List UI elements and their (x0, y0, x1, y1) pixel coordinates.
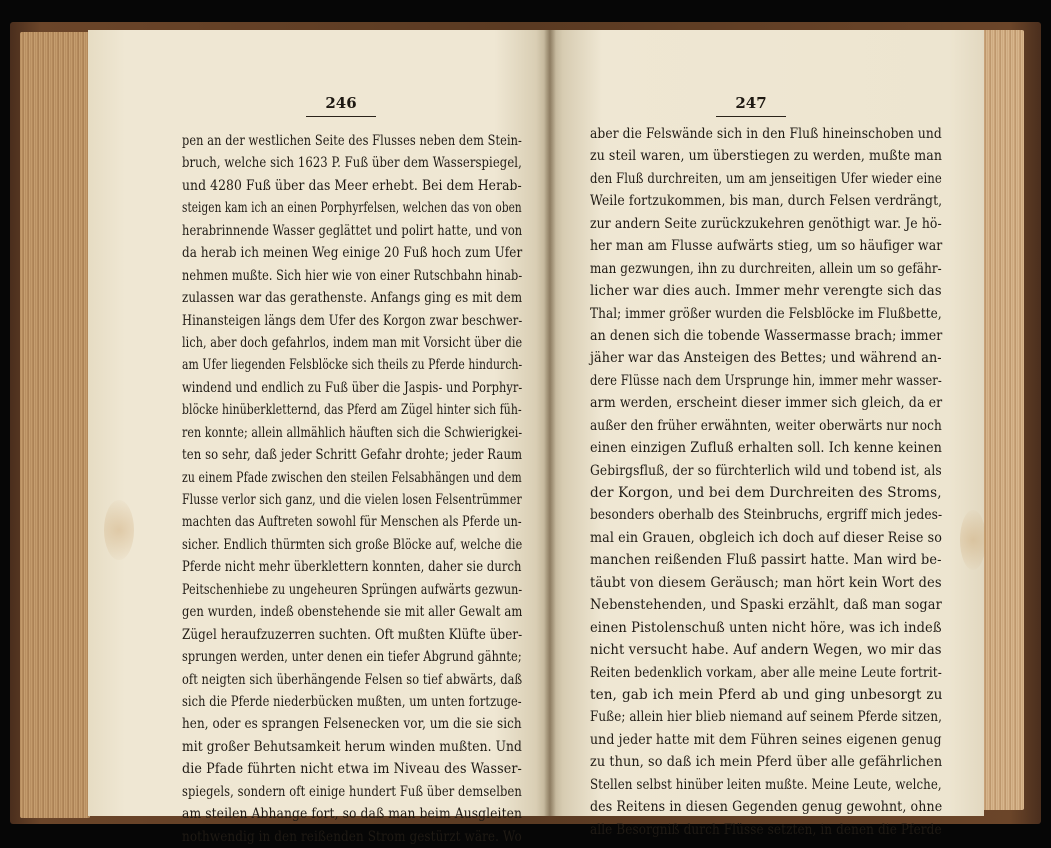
left-page-edges (20, 32, 90, 818)
text-line: steigen kam ich an einen Porphyrfelsen, welchen das von oben (182, 200, 522, 217)
text-line: manchen reißenden Fluß passirt hatte. Man wird be- (590, 552, 942, 569)
text-line: licher war dies auch. Immer mehr verengte sich das (590, 283, 942, 300)
text-line: einen Pistolenschuß unten nicht höre, was ich indeß (590, 619, 942, 636)
text-line: dere Flüsse nach dem Ursprunge hin, immer mehr wasser- (590, 372, 942, 389)
text-line: Weile fortzukommen, bis man, durch Felsen verdrängt, (590, 193, 943, 210)
text-line: mal ein Grauen, obgleich ich doch auf dieser Reise so (590, 529, 942, 546)
text-line: nicht versucht habe. Auf andern Wegen, wo mir das (590, 642, 942, 659)
text-line: am Ufer liegenden Felsblöcke sich theils zu Pferde hindurch- (182, 357, 523, 374)
text-line: und 4280 Fuß über das Meer erhebt. Bei dem Herab- (182, 177, 522, 194)
text-line: zu thun, so daß ich mein Pferd über alle gefährlichen (590, 754, 943, 771)
text-line: Fuße; allein hier blieb niemand auf seinem Pferde sitzen, (590, 709, 942, 726)
text-line: da herab ich meinen Weg einige 20 Fuß hoch zum Ufer (182, 245, 523, 262)
text-line: Reiten bedenklich vorkam, aber alle meine Leute fortrit- (590, 664, 942, 681)
text-line: oft neigten sich überhängende Felsen so tief abwärts, daß (182, 671, 523, 688)
text-line: Flusse verlor sich ganz, und die vielen losen Felsentrümmer (182, 492, 522, 508)
text-line: ten so sehr, daß jeder Schritt Gefahr drohte; jeder Raum (182, 447, 523, 464)
text-line: Peitschenhiebe zu ungeheuren Sprüngen aufwärts gezwun- (182, 581, 523, 598)
text-line: spiegels, sondern oft einige hundert Fuß über demselben (182, 783, 522, 800)
text-line: am steilen Abhange fort, so daß man beim Ausgleiten (182, 806, 523, 823)
text-line: zu steil waren, um überstiegen zu werden, mußte man (590, 148, 943, 165)
open-book (10, 22, 1041, 845)
paper-stain (960, 510, 986, 570)
text-line: Stellen selbst hinüber leiten mußte. Meine Leute, welche, (590, 776, 942, 793)
text-line: Nebenstehenden, und Spaski erzählt, daß man sogar (590, 597, 942, 614)
text-line: Pferde nicht mehr überklettern konnten, daher sie durch (182, 559, 522, 576)
text-line: außer den früher erwähnten, weiter oberwärts nur noch (590, 417, 942, 434)
text-line: Gebirgsfluß, der so fürchterlich wild und tobend ist, als (590, 462, 942, 479)
left-page-number: 246 (306, 94, 376, 117)
left-page-text (182, 130, 522, 848)
text-line: sich die Pferde niederbücken mußten, um unten fortzuge- (182, 693, 522, 710)
left-page (88, 30, 550, 845)
text-line: der Korgon, und bei dem Durchreiten des Stroms, (590, 485, 942, 501)
text-line: blöcke hinüberkletternd, das Pferd am Zügel hinter sich füh- (182, 402, 522, 419)
text-line: windend und endlich zu Fuß über die Jaspis- und Porphyr- (182, 379, 523, 396)
book-gutter (544, 30, 556, 816)
text-line: zulassen war das gerathenste. Anfangs ging es mit dem (182, 290, 523, 307)
text-line: herabrinnende Wasser geglättet und polirt hatte, und von (182, 222, 523, 239)
text-line: und jeder hatte mit dem Führen seines eigenen genug (590, 731, 942, 748)
text-line: sicher. Endlich thürmten sich große Blöcke auf, welche die (182, 536, 523, 553)
text-line: nehmen mußte. Sich hier wie von einer Rutschbahn hinab- (182, 267, 523, 284)
text-line: alle Besorgniß durch Flüsse setzten, in denen die Pferde (590, 821, 942, 838)
right-page (550, 30, 984, 838)
text-line: arm werden, erscheint dieser immer sich gleich, da er (590, 395, 943, 412)
text-line: her man am Flusse aufwärts stieg, um so häufiger war (590, 238, 943, 255)
text-line: nothwendig in den reißenden Strom gestürzt wäre. Wo (182, 828, 522, 845)
text-line: zu einem Pfade zwischen den steilen Felsabhängen und dem (182, 469, 522, 486)
text-line: jäher war das Ansteigen des Bettes; und während an- (590, 350, 942, 367)
text-line: Hinansteigen längs dem Ufer des Korgon zwar beschwer- (182, 312, 523, 329)
text-line: Thal; immer größer wurden die Felsblöcke im Flußbette, (590, 305, 942, 322)
text-line: besonders oberhalb des Steinbruchs, ergriff mich jedes- (590, 507, 943, 524)
text-line: mit großer Behutsamkeit herum winden mußten. Und (182, 738, 522, 755)
text-line: aber die Felswände sich in den Fluß hineinschoben und (590, 126, 942, 142)
right-page-edges (982, 30, 1024, 810)
text-line: an denen sich die tobende Wassermasse brach; immer (590, 327, 943, 344)
text-line: bruch, welche sich 1623 P. Fuß über dem Wasserspiegel, (182, 155, 522, 172)
text-line: täubt von diesem Geräusch; man hört kein Wort des (590, 574, 942, 591)
text-line: pen an der westlichen Seite des Flusses neben dem Stein- (182, 133, 522, 149)
text-line: machten das Auftreten sowohl für Menschen als Pferde un- (182, 514, 522, 531)
text-line: zur andern Seite zurückzukehren genöthigt war. Je hö- (590, 215, 942, 232)
text-line: sprungen werden, unter denen ein tiefer Abgrund gähnte; (182, 649, 522, 666)
text-line: lich, aber doch gefahrlos, indem man mit Vorsicht über die (182, 334, 523, 351)
text-line: ren konnte; allein allmählich häuften sich die Schwierigkei- (182, 424, 523, 441)
paper-stain (104, 500, 134, 560)
right-page-text (590, 123, 942, 841)
text-line: den Fluß durchreiten, um am jenseitigen Ufer wieder eine (590, 170, 942, 187)
text-line: ten, gab ich mein Pferd ab und ging unbesorgt zu (590, 686, 943, 703)
text-line: gen wurden, indeß obenstehende sie mit aller Gewalt am (182, 604, 523, 621)
text-line: hen, oder es sprangen Felsenecken vor, um die sie sich (182, 716, 522, 733)
text-line: man gezwungen, ihn zu durchreiten, allein um so gefähr- (590, 260, 942, 277)
text-line: des Reitens in diesen Gegenden genug gewohnt, ohne (590, 799, 943, 816)
text-line: die Pfade führten nicht etwa im Niveau des Wasser- (182, 761, 522, 778)
text-line: einen einzigen Zufluß erhalten soll. Ich kenne keinen (590, 440, 943, 457)
right-page-number: 247 (716, 94, 786, 117)
text-line: Zügel heraufzuzerren suchten. Oft mußten Klüfte über- (182, 626, 523, 643)
